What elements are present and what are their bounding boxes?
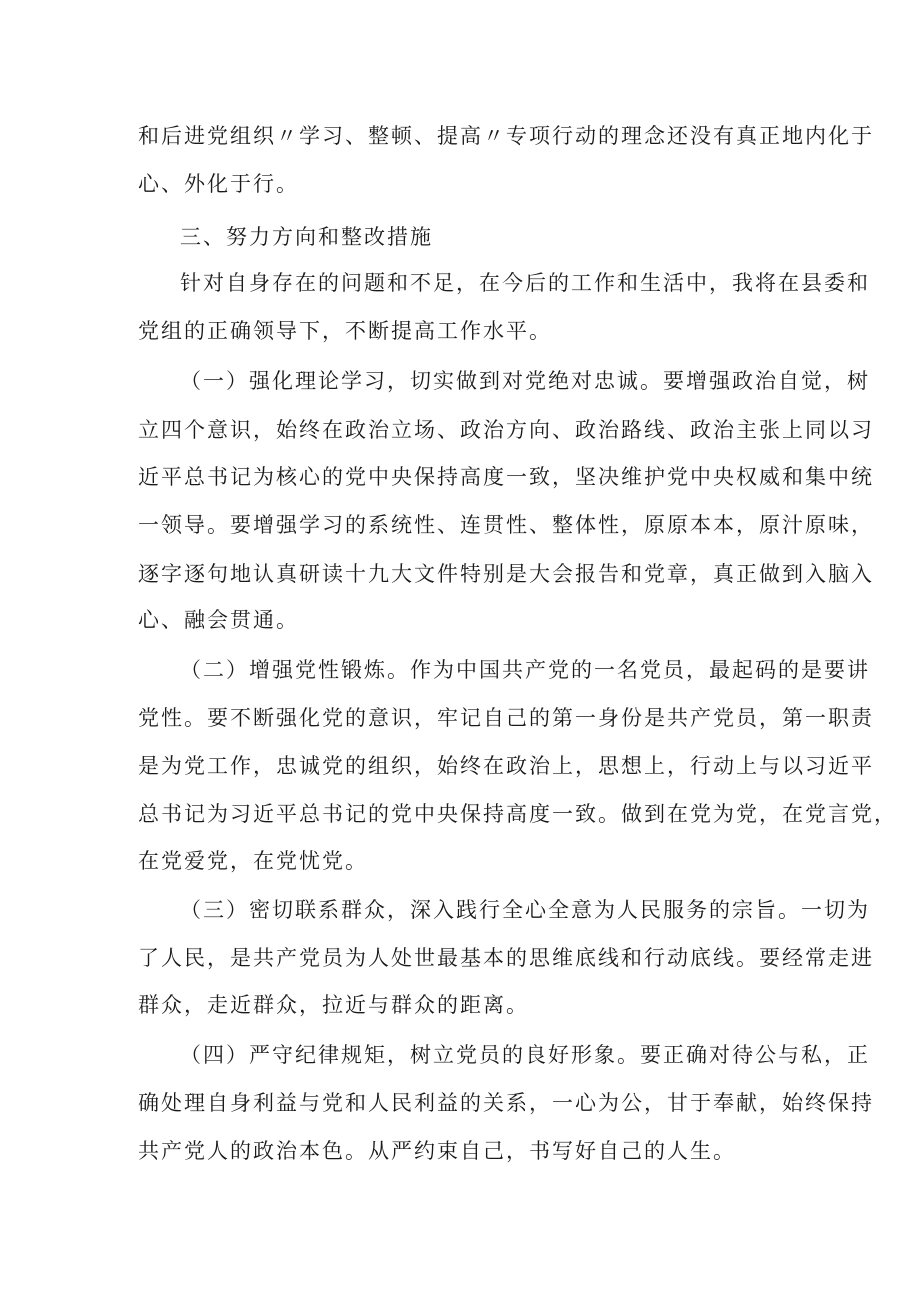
text-line: 立四个意识，始终在政治立场、政治方向、政治路线、政治主张上同以习: [138, 418, 874, 442]
text-line: （三）密切联系群众，深入践行全心全意为人民服务的宗旨。一切为: [180, 898, 870, 922]
text-line: （一）强化理论学习，切实做到对党绝对忠诚。要增强政治自觉，树: [180, 369, 870, 393]
section-heading: 三、努力方向和整改措施: [180, 225, 433, 249]
text-line: （四）严守纪律规矩，树立党员的良好形象。要正确对待公与私，正: [180, 1043, 870, 1067]
text-line: 和后进党组织〃学习、整顿、提高〃专项行动的理念还没有真正地内化于: [138, 124, 874, 148]
text-line: 心、融会贯通。: [138, 608, 299, 632]
text-line: 心、外化于行。: [138, 172, 299, 196]
text-line: 近平总书记为核心的党中央保持高度一致，坚决维护党中央权威和集中统: [138, 465, 874, 489]
text-line: 逐字逐句地认真研读十九大文件特别是大会报告和党章，真正做到入脑入: [138, 562, 874, 586]
text-line: 一领导。要增强学习的系统性、连贯性、整体性，原原本本，原汁原味，: [138, 513, 874, 537]
text-line: 确处理自身利益与党和人民利益的关系，一心为公，甘于奉献，始终保持: [138, 1091, 874, 1115]
text-line: 党组的正确领导下，不断提高工作水平。: [138, 319, 552, 343]
text-line: 总书记为习近平总书记的党中央保持高度一致。做到在党为党，在党言党，: [138, 802, 897, 826]
text-line: 共产党人的政治本色。从严约束自己，书写好自己的人生。: [138, 1139, 736, 1163]
text-line: 在党爱党，在党忧党。: [138, 849, 368, 873]
text-line: （二）增强党性锻炼。作为中国共产党的一名党员，最起码的是要讲: [180, 658, 870, 682]
text-line: 群众，走近群众，拉近与群众的距离。: [138, 993, 529, 1017]
text-line: 党性。要不断强化党的意识，牢记自己的第一身份是共产党员，第一职责: [138, 706, 874, 730]
text-line: 针对自身存在的问题和不足，在今后的工作和生活中，我将在县委和: [180, 271, 870, 295]
text-line: 是为党工作，忠诚党的组织，始终在政治上，思想上，行动上与以习近平: [138, 754, 874, 778]
text-line: 了人民，是共产党员为人处世最基本的思维底线和行动底线。要经常走进: [138, 946, 874, 970]
